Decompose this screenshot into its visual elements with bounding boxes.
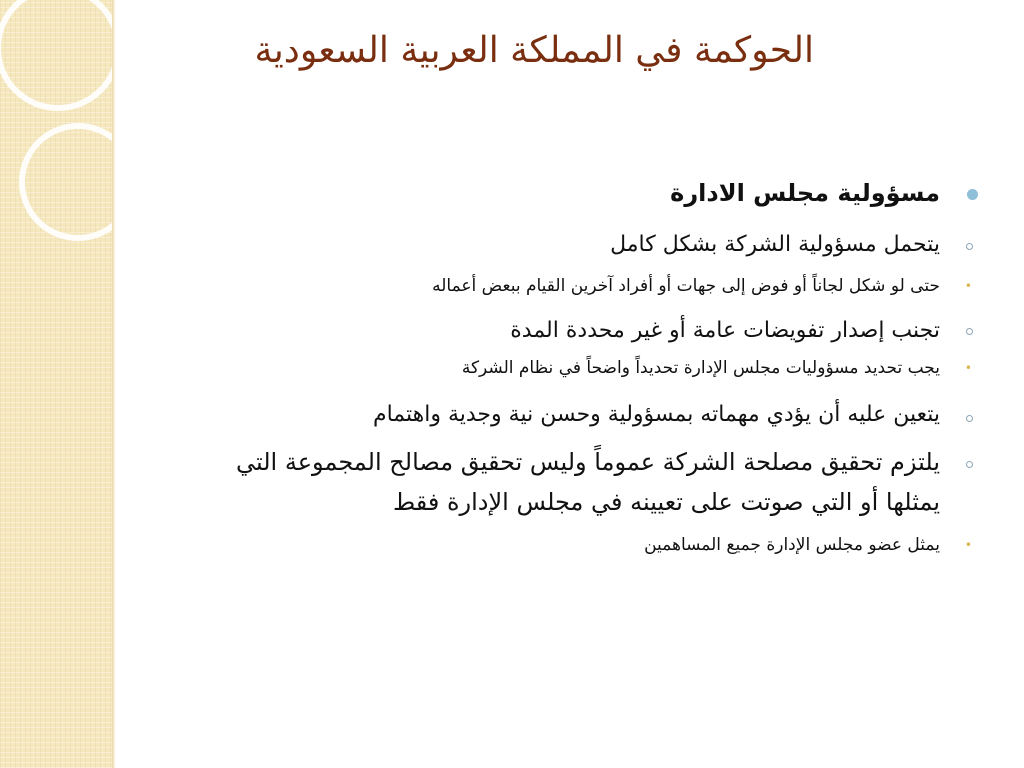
subpoint-item <box>182 530 982 560</box>
subpoint-item <box>182 353 982 383</box>
subpoint-bullet: • <box>964 361 972 375</box>
ring-large <box>0 0 112 108</box>
point-text: يتحمل مسؤولية الشركة بشكل كامل <box>610 232 940 257</box>
point-item <box>182 393 982 437</box>
ring-lower <box>22 126 112 238</box>
decorative-rings <box>0 0 112 300</box>
subpoint-bullet: • <box>964 279 972 293</box>
subpoint-text: يمثل عضو مجلس الإدارة جميع المساهمين <box>644 535 940 555</box>
subpoint-item <box>182 271 982 301</box>
point-text: تجنب إصدار تفويضات عامة أو غير محددة المدة <box>510 318 940 343</box>
subpoint-text: حتى لو شكل لجاناً أو فوض إلى جهات أو أفراد آخرين القيام ببعض أعماله <box>432 276 940 296</box>
point-bullet <box>966 415 973 422</box>
point-item <box>182 442 982 522</box>
point-bullet <box>966 328 973 335</box>
subpoint-text: يجب تحديد مسؤوليات مجلس الإدارة تحديداً واضحاً في نظام الشركة <box>461 358 940 378</box>
side-panel-edge <box>112 0 115 768</box>
point-text: يتعين عليه أن يؤدي مهماته بمسؤولية وحسن نية وجدية واهتمام <box>372 402 940 427</box>
subpoint-bullet: • <box>964 538 972 552</box>
point-text: يلتزم تحقيق مصلحة الشركة عموماً وليس تحقيق مصالح المجموعة التي يمثلها أو التي صوتت على تعيينه في مجلس الإدارة فقط <box>236 448 940 516</box>
slide-title: الحوكمة في المملكة العربية السعودية <box>254 30 814 71</box>
point-bullet <box>966 243 973 250</box>
point-item <box>182 309 982 353</box>
heading-bullet <box>967 189 978 200</box>
slide-content <box>182 170 982 560</box>
heading-text: مسؤولية مجلس الادارة <box>670 179 940 207</box>
point-bullet <box>966 461 973 468</box>
decorative-side-panel <box>0 0 112 768</box>
point-item <box>182 223 982 267</box>
heading-item <box>182 170 982 216</box>
